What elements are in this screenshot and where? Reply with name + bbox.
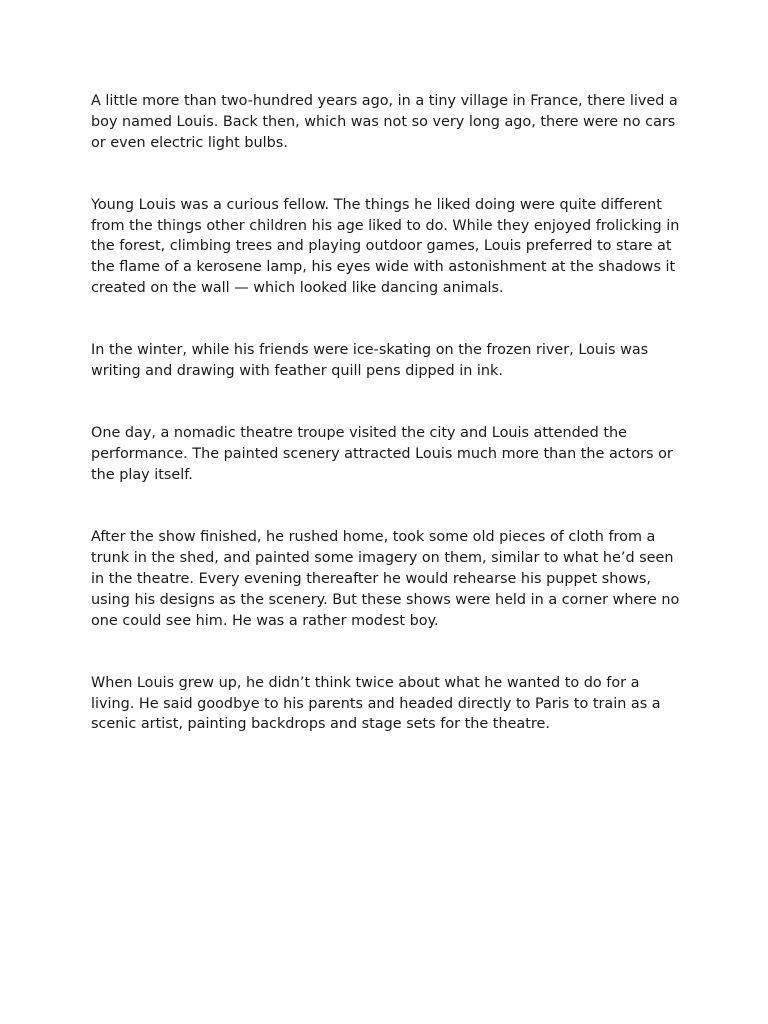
paragraph-4: One day, a nomadic theatre troupe visited the city and Louis attended the performance. The painted scenery attracted Louis much more than the actors or the play itself. [91, 425, 673, 484]
paragraph-3: In the winter, while his friends were ice-skating on the frozen river, Louis was writing and drawing with feather quill pens dipped in ink. [91, 342, 649, 380]
story-text [91, 91, 681, 777]
paragraph-5: After the show finished, he rushed home, took some old pieces of cloth from a trunk in the shed, and painted some imagery on them, similar to what he’d seen in the theatre. Every evening thereafter he would rehearse his puppet shows, using his designs as the scenery. But these shows were held in a corner where no one could see him. He was a rather modest boy. [91, 529, 680, 629]
paragraph-1: A little more than two-hundred years ago, in a tiny village in France, there lived a boy named Louis. Back then, which was not so very long ago, there were no cars or even electric light bulbs. [91, 93, 678, 151]
paragraph-2: Young Louis was a curious fellow. The things he liked doing were quite different from the things other children his age liked to do. While they enjoyed frolicking in the forest, climbing trees and playing outdoor games, Louis preferred to stare at the flame of a kerosene lamp, his eyes wide with astonishment at the shadows it created on the wall — which looked like dancing animals. [91, 196, 680, 297]
paragraph-6: When Louis grew up, he didn’t think twice about what he wanted to do for a living. He said goodbye to his parents and headed directly to Paris to train as a scenic artist, painting backdrops and stage sets for the theatre. [91, 674, 661, 733]
